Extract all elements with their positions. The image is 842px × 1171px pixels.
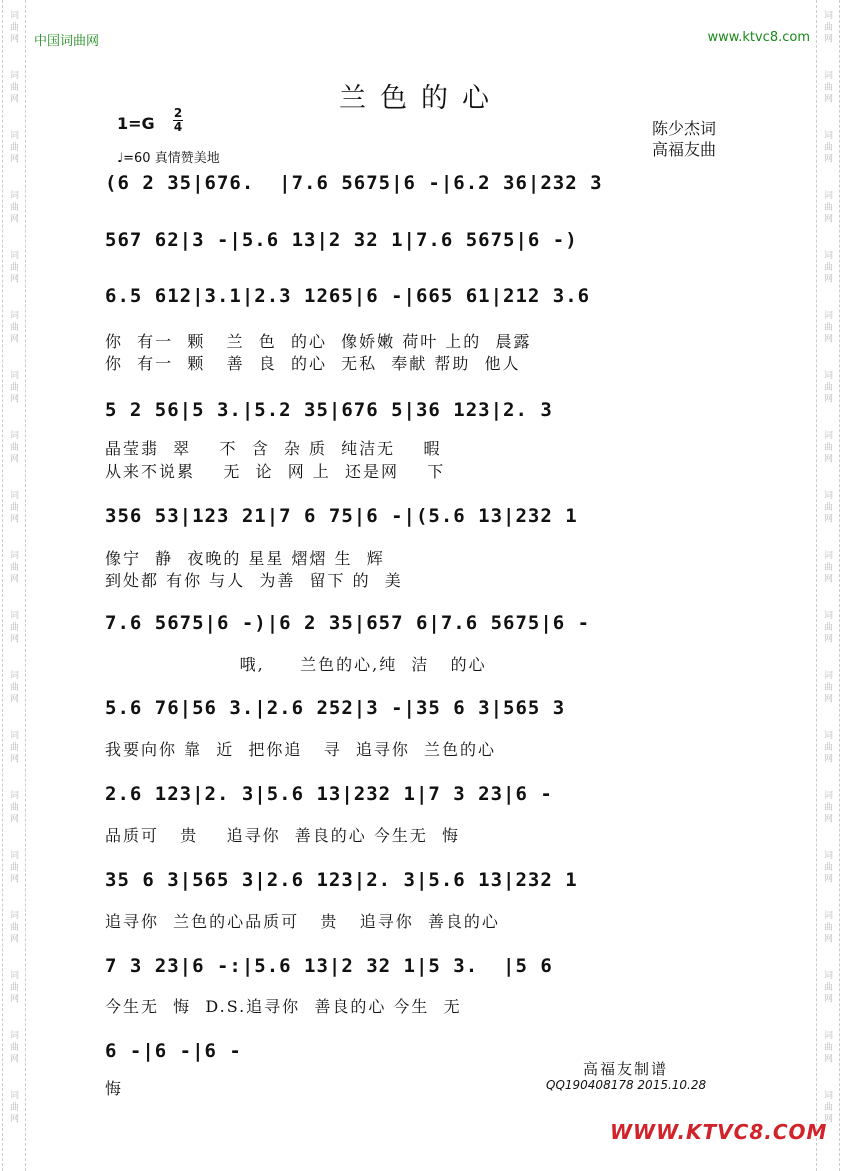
side-watermark-text: 词 曲 网 [822,550,832,583]
contact-date: QQ190408178 2015.10.28 [546,1078,707,1092]
notation-row [105,505,745,535]
side-watermark-text: 词 曲 网 [822,850,832,883]
side-watermark-text: 词 曲 网 [8,250,18,283]
side-watermark-text: 词 曲 网 [8,730,18,763]
side-watermark-text: 词 曲 网 [822,250,832,283]
side-watermark-text: 词 曲 网 [822,1030,832,1063]
side-watermark-text: 词 曲 网 [822,190,832,223]
composer: 高福友曲 [652,140,717,159]
side-watermark-text: 词 曲 网 [822,970,832,1003]
side-watermark-text: 词 曲 网 [822,790,832,823]
side-watermark-text: 词 曲 网 [8,550,18,583]
side-watermark-text: 词 曲 网 [822,910,832,943]
side-watermark-text: 词 曲 网 [8,1030,18,1063]
notation-row [105,399,745,429]
credits [652,118,716,160]
lyric-line: 从来不说累 无 论 网 上 还是网 下 [105,462,446,481]
lyric-line: 哦, 兰色的心,纯 洁 的心 [105,655,487,674]
notation-text: 567 62|3 -|5.6 13|2 32 1|7.6 5675|6 -) [105,229,578,251]
side-watermark-text: 词 曲 网 [822,130,832,163]
side-watermark-text: 词 曲 网 [8,850,18,883]
side-watermark-text: 词 曲 网 [822,670,832,703]
key-signature: 1=G [117,114,155,133]
side-watermark-text: 词 曲 网 [822,310,832,343]
side-watermark-text: 词 曲 网 [8,790,18,823]
site-logo[interactable]: WWW.KTVC8.COM [610,1120,828,1144]
side-watermark-text: 词 曲 网 [8,370,18,403]
notation-text: 6 -|6 -|6 - [105,1040,242,1062]
notation-row [105,955,745,985]
side-watermark-text: 词 曲 网 [8,610,18,643]
side-watermark-text: 词 曲 网 [8,490,18,523]
side-watermark-text: 词 曲 网 [822,610,832,643]
side-watermark-text: 词 曲 网 [8,130,18,163]
notation-text: 5.6 76|56 3.|2.6 252|3 -|35 6 3|565 3 [105,697,566,719]
lyric-line: 今生无 悔 D.S.追寻你 善良的心 今生 无 [105,997,462,1016]
side-watermark-text: 词 曲 网 [8,10,18,43]
notation-text: 6.5 612|3.1|2.3 1265|6 -|665 61|212 3.6 [105,285,591,307]
notation-text: 7.6 5675|6 -)|6 2 35|657 6|7.6 5675|6 - [105,612,591,634]
side-watermark-text: 词 曲 网 [8,970,18,1003]
side-watermark-text: 词 曲 网 [822,370,832,403]
time-signature-top: 2 [173,106,183,120]
notation-text: 2.6 123|2. 3|5.6 13|232 1|7 3 23|6 - [105,783,553,805]
time-signature-bottom: 4 [173,120,183,134]
notation-row [105,869,745,899]
transcriber-credit: 高福友制谱 [583,1060,669,1078]
side-watermark-text: 词 曲 网 [822,70,832,103]
side-watermark-text: 词 曲 网 [8,1090,18,1123]
lyric-line: 我要向你 靠 近 把你追 寻 追寻你 兰色的心 [105,740,497,759]
side-watermark-text: 词 曲 网 [822,1090,832,1123]
notation-row [105,612,745,642]
notation-text: 356 53|123 21|7 6 75|6 -|(5.6 13|232 1 [105,505,578,527]
side-watermark-text: 词 曲 网 [8,70,18,103]
side-watermark-text: 词 曲 网 [822,490,832,523]
side-watermark-text: 词 曲 网 [822,10,832,43]
notation-row [105,697,745,727]
side-watermark-text: 词 曲 网 [8,670,18,703]
lyric-line: 品质可 贵 追寻你 善良的心 今生无 悔 [105,826,461,845]
notation-text: 5 2 56|5 3.|5.2 35|676 5|36 123|2. 3 [105,399,553,421]
song-title: 兰色的心 [339,83,503,114]
notation-row [105,783,745,813]
lyric-line: 悔 [105,1079,124,1098]
lyricist: 陈少杰词 [652,119,717,138]
left-margin-strip [2,0,26,1171]
notation-text: 35 6 3|565 3|2.6 123|2. 3|5.6 13|232 1 [105,869,578,891]
right-margin-strip [816,0,840,1171]
site-url-right[interactable]: www.ktvc8.com [707,30,810,45]
side-watermark-text: 词 曲 网 [8,190,18,223]
notation-text: (6 2 35|676. |7.6 5675|6 -|6.2 36|232 3 [105,172,603,194]
notation-row [105,229,745,259]
lyric-line: 你 有一 颗 善 良 的心 无私 奉献 帮助 他人 [105,354,521,373]
site-name-left[interactable]: 中国词曲网 [34,34,100,49]
lyric-line: 追寻你 兰色的心品质可 贵 追寻你 善良的心 [105,912,500,931]
lyric-line: 你 有一 颗 兰 色 的心 像娇嫩 荷叶 上的 晨露 [105,332,532,351]
lyric-line: 晶莹翡 翠 不 含 杂 质 纯洁无 暇 [105,439,442,458]
side-watermark-text: 词 曲 网 [822,430,832,463]
notation-row [105,172,745,202]
time-signature [173,107,183,134]
lyric-line: 到处都 有你 与人 为善 留下 的 美 [105,571,403,590]
side-watermark-text: 词 曲 网 [822,730,832,763]
tempo-marking: ♩=60 真情赞美地 [117,151,220,166]
notation-row [105,285,745,315]
side-watermark-text: 词 曲 网 [8,910,18,943]
notation-text: 7 3 23|6 -:|5.6 13|2 32 1|5 3. |5 6 [105,955,553,977]
side-watermark-text: 词 曲 网 [8,310,18,343]
lyric-line: 像宁 静 夜晚的 星星 熠熠 生 辉 [105,549,385,568]
side-watermark-text: 词 曲 网 [8,430,18,463]
